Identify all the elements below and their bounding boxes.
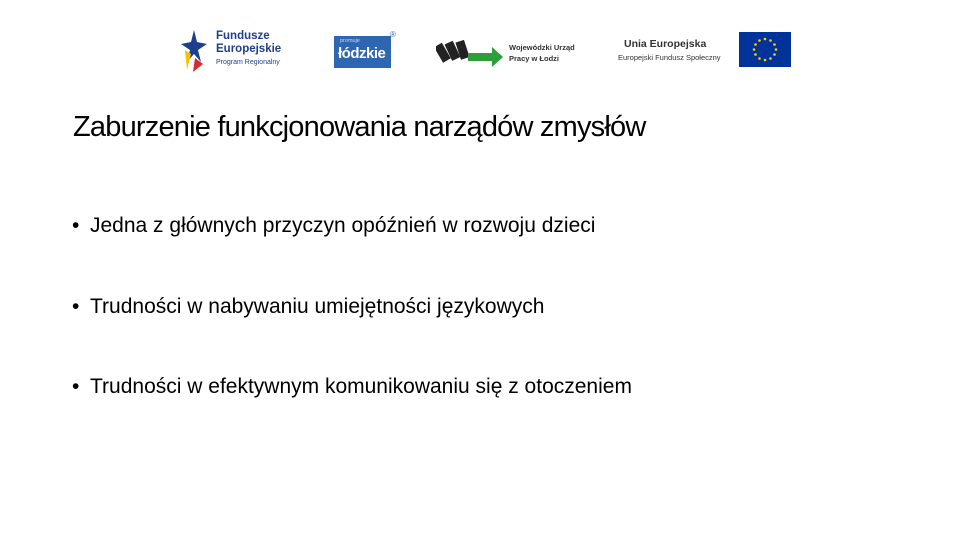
eu-logo xyxy=(618,32,793,68)
bullet-item xyxy=(72,214,595,238)
bullet-text: Trudności w efektywnym komunikowaniu się z otoczeniem xyxy=(90,375,632,398)
eu-flag-icon xyxy=(739,32,791,67)
bullet-dot-icon: • xyxy=(72,375,80,398)
wup-line1: Wojewódzki Urząd xyxy=(509,43,575,52)
bullet-item xyxy=(72,375,632,399)
wup-line2: Pracy w Łodzi xyxy=(509,54,560,63)
logo-bar xyxy=(0,22,960,78)
domino-arrow-icon xyxy=(436,36,504,70)
bullet-dot-icon: • xyxy=(72,295,80,318)
fe-line2: Europejskie xyxy=(216,43,282,55)
eu-line2: Europejski Fundusz Społeczny xyxy=(618,53,721,62)
bullet-text: Jedna z głównych przyczyn opóźnień w rozwoju dzieci xyxy=(90,214,596,237)
wup-logo xyxy=(436,36,586,70)
bullet-dot-icon: • xyxy=(72,214,80,237)
bullet-item xyxy=(72,295,544,319)
fe-line1: Fundusze xyxy=(216,30,270,42)
bullet-text: Trudności w nabywaniu umiejętności językowych xyxy=(90,295,545,318)
wup-text xyxy=(509,42,575,64)
lodzkie-big: łódzkie xyxy=(338,45,386,62)
fundusze-europejskie-logo xyxy=(181,26,301,74)
slide-title: Zaburzenie funkcjonowania narządów zmysłów xyxy=(73,111,646,143)
fe-line3: Program Regionalny xyxy=(216,59,280,66)
lodzkie-small: promuje xyxy=(340,38,360,44)
lodzkie-logo xyxy=(334,32,394,68)
registered-mark: ® xyxy=(390,30,396,39)
eu-line1: Unia Europejska xyxy=(624,38,707,50)
fe-star-icon xyxy=(181,28,207,72)
